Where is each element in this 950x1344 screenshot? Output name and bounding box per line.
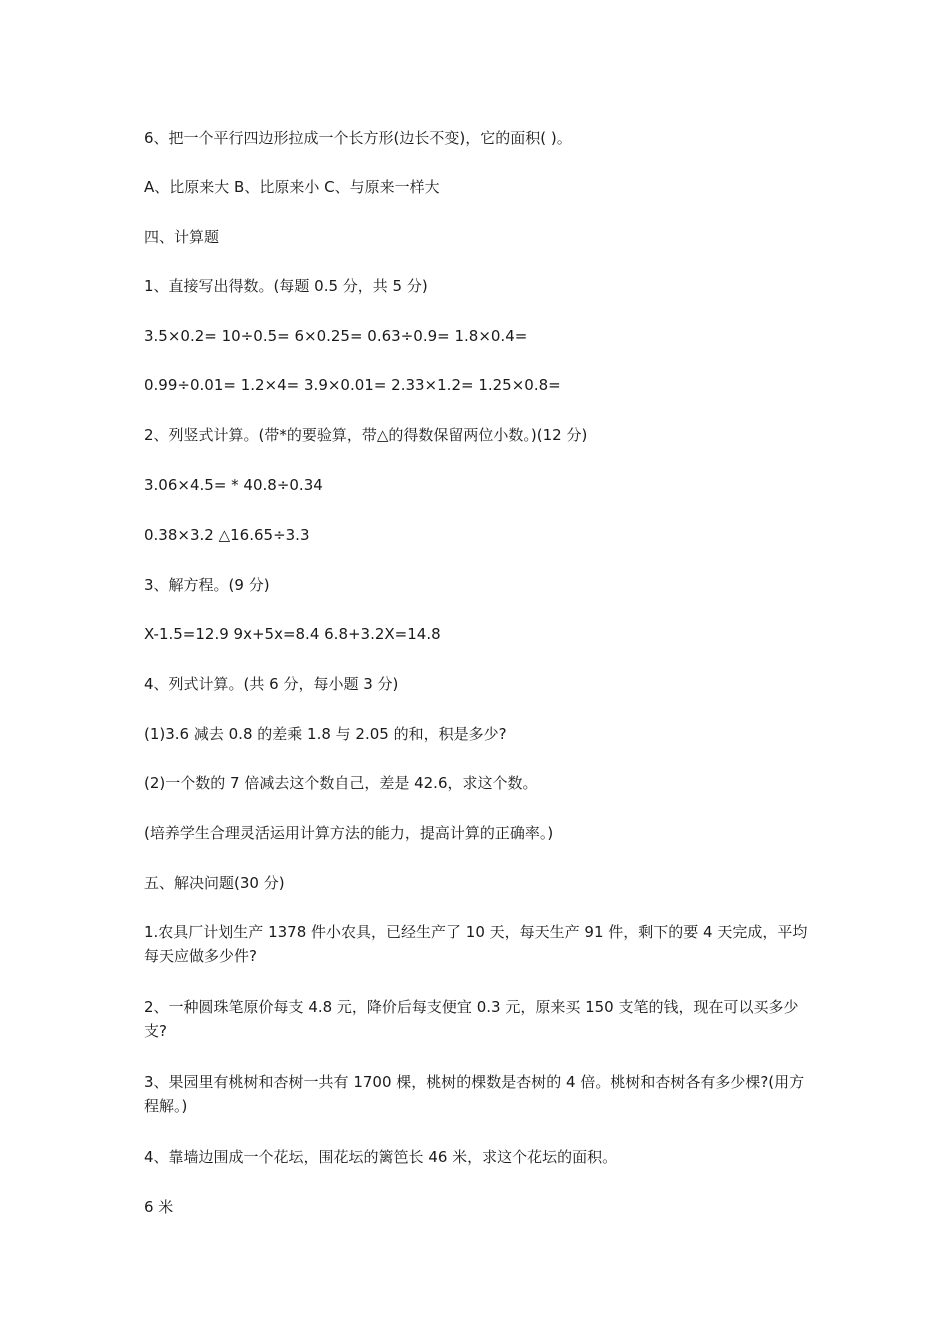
section-5-heading: 五、解决问题(30 分) bbox=[144, 874, 285, 892]
vertical-calc-row-1: 3.06×4.5= * 40.8÷0.34 bbox=[144, 476, 323, 494]
calc-note: (培养学生合理灵活运用计算方法的能力，提高计算的正确率。) bbox=[144, 824, 554, 842]
problem-3: 3、果园里有桃树和杏树一共有 1700 棵，桃树的棵数是杏树的 4 倍。桃树和杏树各有多少棵?(用方程解。) bbox=[144, 1073, 805, 1115]
problem-4-dimension: 6 米 bbox=[144, 1198, 174, 1216]
problem-2: 2、一种圆珠笔原价每支 4.8 元，降价后每支便宜 0.3 元，原来买 150 支笔的钱，现在可以买多少支? bbox=[144, 998, 799, 1040]
calc-row-1: 3.5×0.2= 10÷0.5= 6×0.25= 0.63÷0.9= 1.8×0.4= bbox=[144, 327, 528, 345]
question-6: 6、把一个平行四边形拉成一个长方形(边长不变)，它的面积( )。 bbox=[144, 129, 572, 147]
equations-row: X-1.5=12.9 9x+5x=8.4 6.8+3.2X=14.8 bbox=[144, 625, 441, 643]
calc-question-1: 1、直接写出得数。(每题 0.5 分，共 5 分) bbox=[144, 277, 428, 295]
calc-question-4-1: (1)3.6 减去 0.8 的差乘 1.8 与 2.05 的和，积是多少? bbox=[144, 725, 507, 743]
problem-4: 4、靠墙边围成一个花坛，围花坛的篱笆长 46 米，求这个花坛的面积。 bbox=[144, 1148, 618, 1166]
section-4-heading: 四、计算题 bbox=[144, 228, 220, 246]
calc-question-3: 3、解方程。(9 分) bbox=[144, 576, 270, 594]
calc-question-2: 2、列竖式计算。(带*的要验算，带△的得数保留两位小数。)(12 分) bbox=[144, 426, 588, 444]
calc-row-2: 0.99÷0.01= 1.2×4= 3.9×0.01= 2.33×1.2= 1.25×0.8= bbox=[144, 376, 561, 394]
vertical-calc-row-2: 0.38×3.2 △16.65÷3.3 bbox=[144, 526, 310, 544]
question-6-options: A、比原来大 B、比原来小 C、与原来一样大 bbox=[144, 178, 440, 196]
calc-question-4: 4、列式计算。(共 6 分，每小题 3 分) bbox=[144, 675, 399, 693]
problem-1: 1.农具厂计划生产 1378 件小农具，已经生产了 10 天，每天生产 91 件，剩下的要 4 天完成，平均每天应做多少件? bbox=[144, 923, 808, 965]
calc-question-4-2: (2)一个数的 7 倍减去这个数自己，差是 42.6，求这个数。 bbox=[144, 774, 538, 792]
